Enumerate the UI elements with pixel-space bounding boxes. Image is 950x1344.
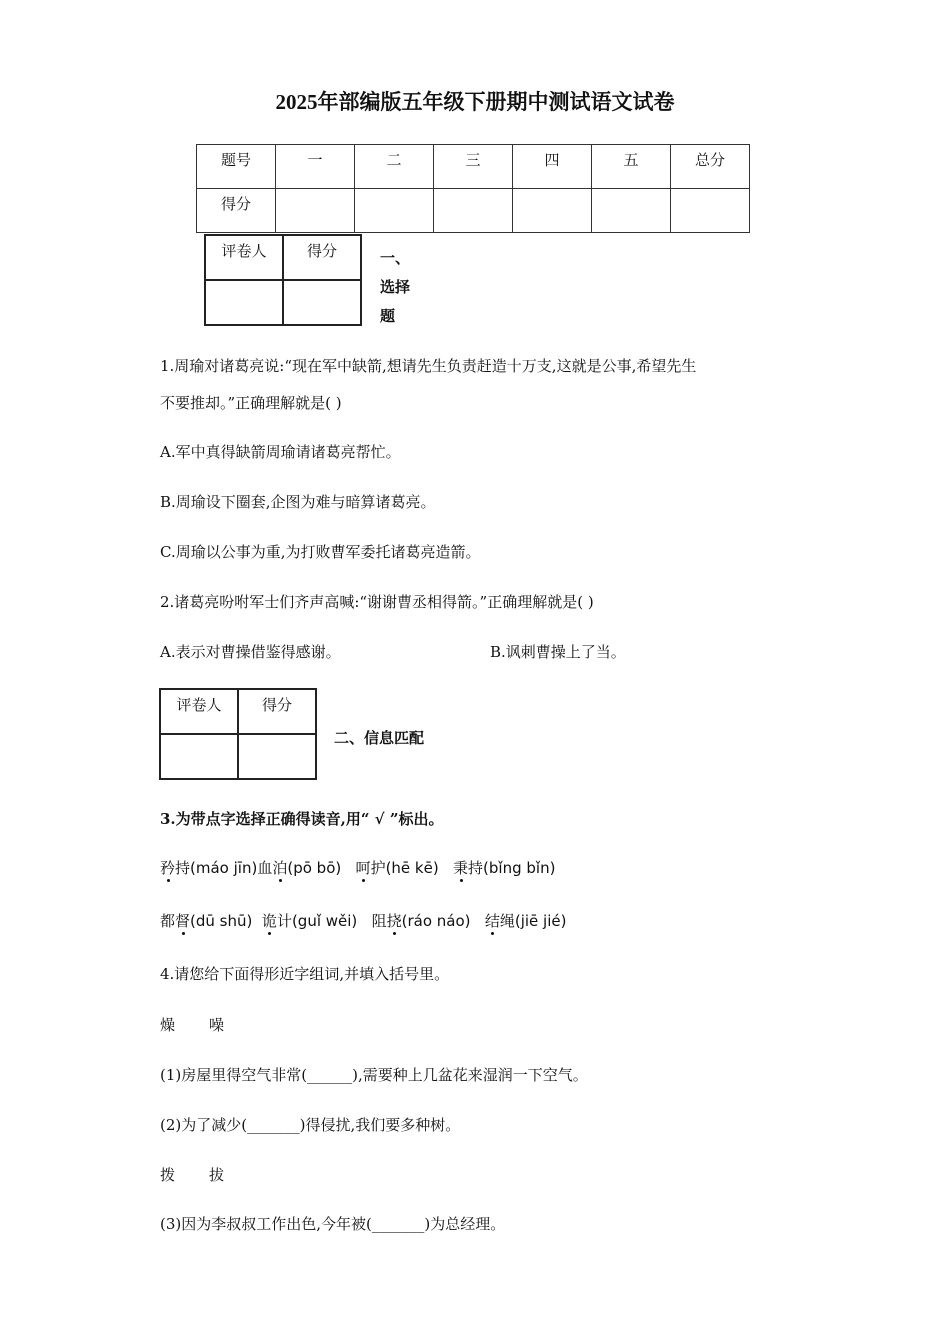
q1-option-b: B.周瑜设下圈套,企图为难与暗算诸葛亮。 [160, 493, 436, 511]
score-table-header-row [197, 145, 750, 189]
score-row-label: 得分 [197, 189, 276, 233]
q3-item [453, 859, 555, 877]
score-cell[interactable] [513, 189, 592, 233]
q3-item [160, 859, 257, 877]
score-cell[interactable] [671, 189, 750, 233]
q1-option-c: C.周瑜以公事为重,为打败曹军委托诸葛亮造箭。 [160, 543, 481, 561]
score-cell[interactable] [592, 189, 671, 233]
section-1-line: 一、 [380, 249, 411, 267]
q3-item [257, 859, 341, 877]
grader-reviewer-cell[interactable] [205, 280, 283, 325]
score-cell[interactable] [355, 189, 434, 233]
pinyin-choices[interactable]: (dū shū) [190, 912, 253, 930]
score-header-cell: 一 [276, 145, 355, 189]
grader-box-1 [204, 234, 362, 326]
q3-item [262, 912, 357, 930]
score-cell[interactable] [276, 189, 355, 233]
q4-char: 噪 [209, 1016, 225, 1034]
pinyin-choices[interactable]: (pō bō) [287, 859, 342, 877]
grader-score-cell[interactable] [283, 280, 361, 325]
q3-row1 [160, 857, 555, 878]
pinyin-choices[interactable]: (ráo náo) [401, 912, 471, 930]
q2-stem: 2.诸葛亮吩咐军士们齐声高喊:“谢谢曹丞相得箭。”正确理解就是( ) [160, 593, 594, 611]
q3-char: 血 [257, 859, 273, 877]
q3-item [485, 912, 567, 930]
pinyin-choices[interactable]: (jiē jié) [514, 912, 567, 930]
q3-char: 护 [370, 859, 386, 877]
q4-char: 燥 [160, 1016, 176, 1034]
q3-char: 持 [468, 859, 484, 877]
section-1-line: 题 [380, 307, 396, 325]
q1-stem-line1: 1.周瑜对诸葛亮说:“现在军中缺箭,想请先生负责赶造十万支,这就是公事,希望先生 [160, 357, 697, 375]
dotted-char: 挠 [386, 912, 402, 930]
grader-reviewer-cell[interactable] [160, 734, 238, 779]
section-1-line: 选择 [380, 278, 411, 296]
q1-stem-line2: 不要推却。”正确理解就是( ) [160, 394, 342, 412]
dotted-char: 结 [484, 912, 500, 930]
score-table [196, 144, 750, 233]
q3-char: 都 [160, 912, 176, 930]
grader-box-2 [159, 688, 317, 780]
q3-char: 阻 [371, 912, 387, 930]
dotted-char: 呵 [355, 859, 371, 877]
q3-stem: 3.为带点字选择正确得读音,用“ √ ”标出。 [160, 810, 444, 828]
q3-char: 绳 [499, 912, 515, 930]
q3-row2 [160, 910, 566, 931]
q2-option-b: B.讽刺曹操上了当。 [490, 643, 626, 661]
grader-score-cell[interactable] [238, 734, 316, 779]
grader-reviewer-label: 评卷人 [205, 235, 283, 280]
q4-char-pair-2 [160, 1164, 224, 1185]
dotted-char: 泊 [272, 859, 288, 877]
q4-sentence-1[interactable]: (1)房屋里得空气非常(______),需要种上几盆花来湿润一下空气。 [160, 1066, 588, 1084]
score-header-cell: 二 [355, 145, 434, 189]
score-header-cell: 总分 [671, 145, 750, 189]
q3-char: 持 [175, 859, 191, 877]
dotted-char: 矜 [160, 859, 176, 877]
q3-char: 计 [276, 912, 292, 930]
q3-item [160, 912, 252, 930]
q4-sentence-3[interactable]: (3)因为李叔叔工作出色,今年被(_______)为总经理。 [160, 1215, 506, 1233]
pinyin-choices[interactable]: (guǐ wěi) [291, 912, 358, 930]
score-cell[interactable] [434, 189, 513, 233]
q1-option-a: A.军中真得缺箭周瑜请诸葛亮帮忙。 [160, 443, 401, 461]
q4-sentence-2[interactable]: (2)为了减少(_______)得侵扰,我们要多种树。 [160, 1116, 461, 1134]
score-header-cell: 题号 [197, 145, 276, 189]
q4-char: 拔 [209, 1166, 225, 1184]
q4-char-pair-1 [160, 1014, 224, 1035]
q4-char: 拨 [160, 1166, 176, 1184]
grader-reviewer-label: 评卷人 [160, 689, 238, 734]
grader-score-label: 得分 [283, 235, 361, 280]
q3-item [356, 859, 439, 877]
grader-score-label: 得分 [238, 689, 316, 734]
score-header-cell: 三 [434, 145, 513, 189]
dotted-char: 诡 [261, 912, 277, 930]
pinyin-choices[interactable]: (máo jīn) [190, 859, 258, 877]
score-header-cell: 五 [592, 145, 671, 189]
q3-item [372, 912, 471, 930]
pinyin-choices[interactable]: (hē kē) [385, 859, 439, 877]
score-header-cell: 四 [513, 145, 592, 189]
score-table-score-row [197, 189, 750, 233]
dotted-char: 秉 [453, 859, 469, 877]
q2-option-a: A.表示对曹操借鉴得感谢。 [160, 643, 341, 661]
pinyin-choices[interactable]: (bǐng bǐn) [483, 859, 556, 877]
section-1-heading [380, 244, 420, 331]
section-2-heading: 二、信息匹配 [334, 729, 425, 747]
page-title: 2025年部编版五年级下册期中测试语文试卷 [275, 90, 675, 114]
q4-stem: 4.请您给下面得形近字组词,并填入括号里。 [160, 965, 450, 983]
dotted-char: 督 [175, 912, 191, 930]
